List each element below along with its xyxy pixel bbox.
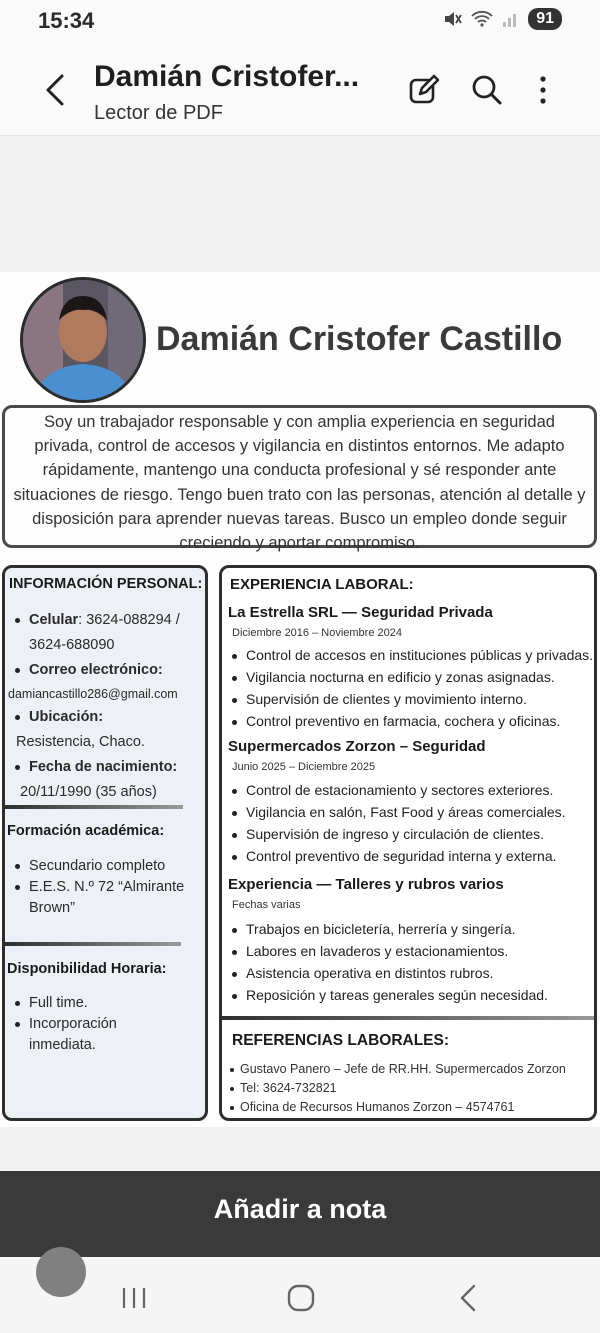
phone-label: Celular <box>29 612 79 628</box>
bullet-icon <box>15 715 20 720</box>
recent-apps-icon[interactable] <box>117 1282 151 1314</box>
availability-item: Incorporación <box>15 1016 117 1032</box>
job-item: Control preventivo en farmacia, cochera y oficinas. <box>232 713 560 729</box>
education-item-cont: Brown” <box>29 900 75 916</box>
bullet-icon <box>15 618 20 623</box>
back-nav-icon[interactable] <box>452 1282 486 1314</box>
pdf-page <box>0 272 600 1127</box>
bullet-icon <box>15 864 20 869</box>
job-title: La Estrella SRL — Seguridad Privada <box>228 604 493 621</box>
bullet-icon <box>232 698 237 703</box>
floating-assistant-button[interactable] <box>36 1247 86 1297</box>
bullet-icon <box>15 885 20 890</box>
bullet-icon <box>15 765 20 770</box>
bullet-icon <box>230 1106 234 1110</box>
job-item: Control de estacionamiento y sectores exteriores. <box>232 782 553 798</box>
bullet-icon <box>230 1087 234 1091</box>
more-options-icon[interactable] <box>525 72 561 108</box>
bullet-icon <box>232 654 237 659</box>
bullet-icon <box>232 994 237 999</box>
email-value: damiancastillo286@gmail.com <box>8 687 178 701</box>
birth-label: Fecha de nacimiento: <box>29 759 178 775</box>
reference-item: Oficina de Recursos Humanos Zorzon – 4574761 <box>230 1100 514 1114</box>
job-item: Labores en lavaderos y estacionamientos. <box>232 943 508 959</box>
status-icons <box>442 8 562 30</box>
bullet-icon <box>15 1022 20 1027</box>
edit-icon[interactable] <box>406 72 442 108</box>
email-line <box>15 662 163 678</box>
job-item: Supervisión de clientes y movimiento interno. <box>232 691 527 707</box>
personal-info-heading: INFORMACIÓN PERSONAL: <box>9 576 203 592</box>
status-bar <box>0 0 600 40</box>
education-item: Secundario completo <box>15 858 165 874</box>
location-line <box>15 709 103 725</box>
job-item: Reposición y tareas generales según necesidad. <box>232 987 548 1003</box>
reference-item: Tel: 3624-732821 <box>230 1081 337 1095</box>
pdf-viewer[interactable] <box>0 137 600 1170</box>
right-column <box>219 565 597 1121</box>
section-divider <box>5 942 181 946</box>
bullet-icon <box>232 928 237 933</box>
section-divider <box>222 1016 597 1020</box>
left-column <box>2 565 208 1121</box>
phone-line <box>15 612 180 628</box>
home-icon[interactable] <box>284 1282 318 1314</box>
add-to-note-button[interactable]: Añadir a nota <box>0 1171 600 1257</box>
job-item: Control preventivo de seguridad interna y externa. <box>232 848 557 864</box>
app-subtitle: Lector de PDF <box>94 102 223 124</box>
bullet-icon <box>232 950 237 955</box>
section-divider <box>5 805 183 809</box>
job-title: Experiencia — Talleres y rubros varios <box>228 876 504 893</box>
education-heading: Formación académica: <box>7 823 165 839</box>
phone-value-1: : 3624-088294 / <box>78 612 180 628</box>
bullet-icon <box>232 855 237 860</box>
job-dates: Fechas varias <box>232 899 301 911</box>
job-item: Trabajos en bicicletería, herrería y singería. <box>232 921 516 937</box>
location-label: Ubicación: <box>29 709 104 725</box>
job-item: Control de accesos en instituciones públicas y privadas. <box>232 647 593 663</box>
phone-value-2: 3624-688090 <box>29 637 115 653</box>
search-icon[interactable] <box>469 72 505 108</box>
education-item: E.E.S. N.º 72 “Almirante <box>15 879 184 895</box>
bullet-icon <box>15 1001 20 1006</box>
availability-heading: Disponibilidad Horaria: <box>7 961 167 977</box>
profile-photo <box>20 277 146 403</box>
bullet-icon <box>230 1068 234 1072</box>
availability-item: Full time. <box>15 995 88 1011</box>
document-title: Damián Cristofer... <box>94 60 360 93</box>
bullet-icon <box>15 668 20 673</box>
job-title: Supermercados Zorzon – Seguridad <box>228 738 486 755</box>
job-item: Vigilancia en salón, Fast Food y áreas comerciales. <box>232 804 566 820</box>
cv-summary: Soy un trabajador responsable y con amplia experiencia en seguridad privada, control de accesos y vigilancia en distintos entornos. Me adapto rápidamente, mantengo una conducta profesional y sé responder ante situaciones de riesgo. Tengo buen trato con las personas, atención al detalle y disposición para aprender nuevas tareas. Busco un empleo donde seguir creciendo y aportar compromiso. <box>2 405 597 548</box>
bullet-icon <box>232 789 237 794</box>
references-heading: REFERENCIAS LABORALES: <box>232 1032 450 1049</box>
bullet-icon <box>232 676 237 681</box>
email-label: Correo electrónico: <box>29 662 163 678</box>
birth-value: 20/11/1990 (35 años) <box>20 784 157 800</box>
bullet-icon <box>232 720 237 725</box>
status-time: 15:34 <box>38 8 95 33</box>
location-value: Resistencia, Chaco. <box>16 734 145 750</box>
experience-heading: EXPERIENCIA LABORAL: <box>230 576 414 593</box>
cv-name: Damián Cristofer Castillo <box>156 320 563 358</box>
back-icon[interactable] <box>36 70 76 110</box>
bullet-icon <box>232 972 237 977</box>
mute-icon <box>442 9 462 29</box>
availability-item-cont: inmediata. <box>29 1037 96 1053</box>
birth-line <box>15 759 177 775</box>
battery-indicator: 91 <box>528 8 562 30</box>
job-item: Supervisión de ingreso y circulación de clientes. <box>232 826 544 842</box>
job-item: Vigilancia nocturna en edificio y zonas asignadas. <box>232 669 555 685</box>
bullet-icon <box>232 811 237 816</box>
app-bar <box>0 40 600 136</box>
reference-item: Gustavo Panero – Jefe de RR.HH. Supermercados Zorzon <box>230 1062 566 1076</box>
job-item: Asistencia operativa en distintos rubros. <box>232 965 493 981</box>
bullet-icon <box>232 833 237 838</box>
job-dates: Junio 2025 – Diciembre 2025 <box>232 761 376 773</box>
signal-icon <box>502 10 520 28</box>
wifi-icon <box>470 9 494 29</box>
job-dates: Diciembre 2016 – Noviembre 2024 <box>232 627 402 639</box>
